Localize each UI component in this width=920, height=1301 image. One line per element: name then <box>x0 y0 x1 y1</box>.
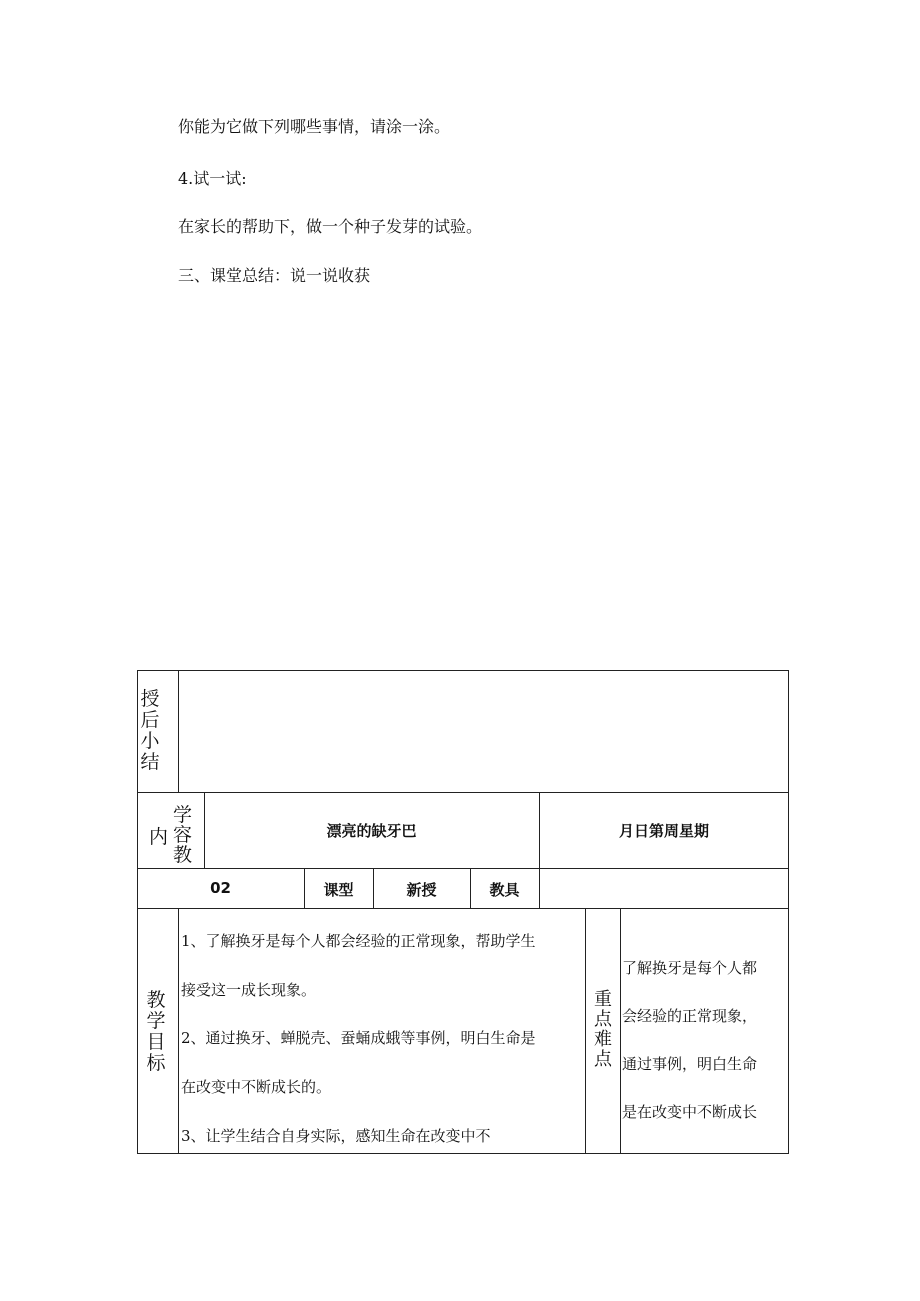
table-border-bottom <box>137 1153 789 1154</box>
key-point-line: 会经验的正常现象， <box>622 1007 758 1025</box>
goal-line: 2、通过换牙、蝉脱壳、蚕蛹成蛾等事例，明白生命是 <box>181 1029 536 1047</box>
lesson-title: 漂亮的缺牙巴 <box>326 822 417 840</box>
lesson-number: 02 <box>210 879 231 897</box>
goal-line: 在改变中不断成长的。 <box>181 1078 332 1096</box>
content-label-top: 学 <box>173 804 193 826</box>
type-value: 新授 <box>406 881 437 899</box>
paragraph-seed-experiment: 在家长的帮助下，做一个种子发芽的试验。 <box>178 217 483 236</box>
table-divider <box>620 908 621 1154</box>
table-divider <box>585 908 586 1154</box>
table-border-left <box>137 670 138 1154</box>
summary-label: 授 后 小 结 <box>140 688 160 773</box>
key-points-label: 重 点 难 点 <box>594 989 612 1070</box>
content-label-left: 内 <box>149 826 169 848</box>
key-point-line: 通过事例，明白生命 <box>622 1055 758 1073</box>
table-border-top <box>137 670 789 671</box>
paragraph-class-summary: 三、课堂总结：说一说收获 <box>178 266 371 285</box>
key-point-line: 了解换牙是每个人都 <box>622 959 758 977</box>
goals-label: 教 学 目 标 <box>146 989 166 1074</box>
key-point-line: 是在改变中不断成长 <box>622 1103 758 1121</box>
content-label-bottom: 教 <box>173 844 193 866</box>
table-divider <box>178 908 179 1154</box>
tools-label: 教具 <box>489 881 520 899</box>
paragraph-color-task: 你能为它做下列哪些事情，请涂一涂。 <box>178 117 451 136</box>
content-label-mid: 容 <box>173 824 193 846</box>
type-label: 课型 <box>323 881 354 899</box>
table-divider <box>137 792 789 793</box>
table-divider <box>178 670 179 793</box>
table-border-right <box>788 670 789 1154</box>
goal-line: 3、让学生结合自身实际，感知生命在改变中不 <box>181 1127 491 1145</box>
table-divider <box>137 868 789 869</box>
table-divider <box>137 908 789 909</box>
paragraph-try-heading: 4.试一试: <box>178 169 247 188</box>
table-divider <box>539 868 540 909</box>
goal-line: 1、了解换牙是每个人都会经验的正常现象，帮助学生 <box>181 932 536 950</box>
date-label: 月日第周星期 <box>618 822 709 840</box>
goal-line: 接受这一成长现象。 <box>181 981 317 999</box>
